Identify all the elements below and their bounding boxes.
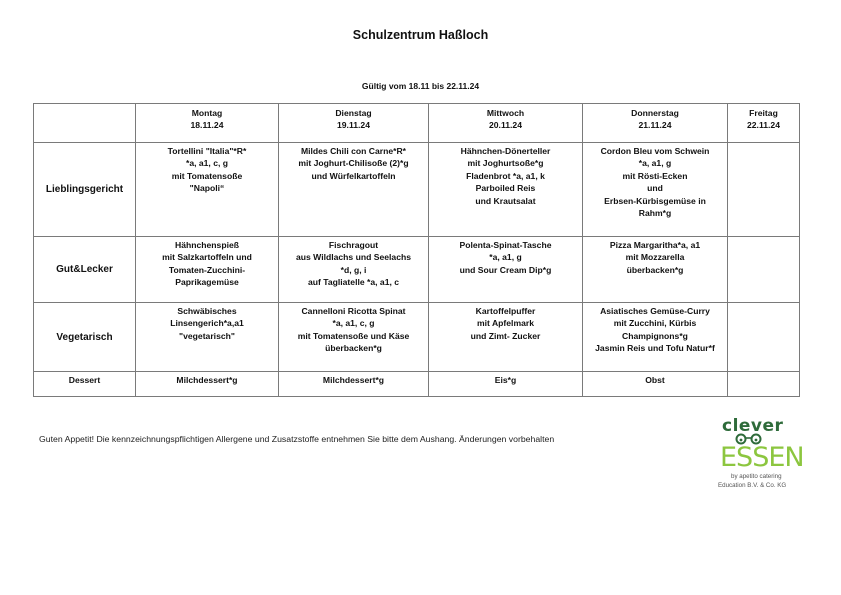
menu-cell	[136, 143, 279, 237]
dish-line: und	[647, 183, 663, 194]
logo-word-clever: clever	[722, 416, 784, 436]
day-header	[279, 104, 429, 143]
page-title: Schulzentrum Haßloch	[352, 28, 489, 42]
dish-line: Kartoffelpuffer	[475, 306, 536, 316]
dish-line: mit Tomatensoße und Käse	[297, 330, 410, 341]
dish-line: Schwäbisches	[177, 306, 237, 316]
dish-line: *a, a1, c, g	[332, 318, 375, 329]
dish-line: und Krautsalat	[475, 195, 536, 206]
dish-line: Champignons*g	[622, 330, 688, 341]
menu-cell	[583, 237, 728, 303]
dish-line: Cannelloni Ricotta Spinat	[301, 306, 406, 316]
dish-line: mit Joghurtsoße*g	[467, 158, 544, 169]
dish-line: Eis*g	[494, 375, 517, 385]
day-name: Mittwoch	[486, 108, 525, 118]
logo-byline: by apetito catering	[731, 473, 782, 480]
logo-word-essen: ESSEN	[720, 442, 804, 473]
row-label: Vegetarisch	[34, 303, 136, 372]
menu-row	[34, 372, 800, 397]
menu-cell	[136, 303, 279, 372]
menu-cell	[429, 303, 583, 372]
day-name: Montag	[191, 108, 223, 118]
dish-line: Pizza Margaritha*a, a1	[609, 240, 701, 250]
dish-line: Mildes Chili con Carne*R*	[300, 146, 407, 156]
menu-cell	[728, 372, 800, 397]
day-header	[728, 104, 800, 143]
dish-line: aus Wildlachs und Seelachs	[295, 252, 412, 263]
menu-cell	[279, 303, 429, 372]
dish-line: Hähnchen-Dönerteller	[460, 146, 551, 156]
dish-line: Parboiled Reis	[475, 183, 536, 194]
menu-cell	[583, 372, 728, 397]
logo-company: Education B.V. & Co. KG	[718, 482, 787, 489]
dish-line: Polenta-Spinat-Tasche	[459, 240, 552, 250]
dish-line: Fischragout	[328, 240, 379, 250]
day-header	[136, 104, 279, 143]
dish-line: überbacken*g	[626, 264, 684, 275]
row-label: Dessert	[34, 372, 136, 397]
dish-line: überbacken*g	[325, 343, 382, 354]
header-row	[34, 104, 800, 143]
menu-cell	[583, 143, 728, 237]
dish-line: mit Zucchini, Kürbis	[613, 318, 697, 329]
row-label: Gut&Lecker	[34, 237, 136, 303]
menu-table	[33, 103, 800, 397]
menu-cell	[728, 143, 800, 237]
row-label: Lieblingsgericht	[34, 143, 136, 237]
corner-cell	[34, 104, 136, 143]
menu-row	[34, 143, 800, 237]
menu-cell	[583, 303, 728, 372]
menu-cell	[429, 237, 583, 303]
dish-line: und Würfelkartoffeln	[311, 170, 396, 181]
dish-line: mit Rösti-Ecken	[622, 170, 688, 181]
day-date: 22.11.24	[747, 120, 780, 131]
menu-cell	[136, 237, 279, 303]
dish-line: Rahm*g	[638, 208, 672, 219]
dish-line: *a, a1, g	[638, 158, 672, 169]
dish-line: und Sour Cream Dip*g	[459, 264, 552, 275]
dish-line: Milchdessert*g	[176, 375, 238, 385]
dish-line: mit Tomatensoße	[171, 170, 243, 181]
dish-line: Tomaten-Zucchini-	[168, 264, 246, 275]
menu-cell	[728, 303, 800, 372]
menu-cell	[136, 372, 279, 397]
menu-cell	[279, 143, 429, 237]
clever-essen-logo	[716, 416, 806, 496]
dish-line: mit Joghurt-Chilisoße (2)*g	[298, 158, 409, 169]
day-header	[429, 104, 583, 143]
menu-cell	[279, 237, 429, 303]
dish-line: Linsengerich*a,a1	[170, 318, 244, 329]
day-date: 18.11.24	[190, 120, 224, 131]
day-name: Dienstag	[335, 108, 372, 118]
dish-line: Cordon Bleu vom Schwein	[600, 146, 710, 156]
dish-line: *a, a1, c, g	[185, 158, 229, 169]
dish-line: Erbsen-Kürbisgemüse in	[604, 195, 706, 206]
dish-line: Hähnchenspieß	[175, 240, 239, 250]
dish-line: *a, a1, g	[489, 252, 522, 263]
menu-cell	[728, 237, 800, 303]
dish-line: Milchdessert*g	[322, 375, 385, 385]
dish-line: Asiatisches Gemüse-Curry	[600, 306, 710, 316]
dish-line: Tortellini "Italia"*R*	[167, 146, 247, 156]
dish-line: Fladenbrot *a, a1, k	[466, 170, 545, 181]
dish-line: auf Tagliatelle *a, a1, c	[307, 277, 400, 288]
dish-line: mit Mozzarella	[625, 252, 685, 263]
day-name: Donnerstag	[631, 108, 679, 118]
day-name: Freitag	[749, 108, 778, 118]
dish-line: Jasmin Reis und Tofu Natur*f	[595, 343, 715, 354]
day-date: 20.11.24	[489, 120, 522, 131]
menu-cell	[279, 372, 429, 397]
menu-row	[34, 237, 800, 303]
dish-line: "vegetarisch"	[179, 330, 235, 341]
dish-line: Paprikagemüse	[175, 277, 239, 288]
day-date: 21.11.24	[638, 120, 672, 131]
footer-note: Guten Appetit! Die kennzeichnungspflichtigen Allergene und Zusatzstoffe entnehmen Sie bitte dem Aushang. Änderungen vorbehalten	[39, 434, 555, 444]
validity-period: Gültig vom 18.11 bis 22.11.24	[361, 81, 480, 91]
menu-cell	[429, 143, 583, 237]
menu-row	[34, 303, 800, 372]
dish-line: "Napoli“	[189, 183, 225, 194]
dish-line: mit Salzkartoffeln und	[162, 252, 252, 263]
dish-line: mit Apfelmark	[477, 318, 534, 329]
dish-line: Obst	[645, 375, 665, 385]
day-date: 19.11.24	[337, 120, 370, 131]
day-header	[583, 104, 728, 143]
dish-line: und Zimt- Zucker	[470, 330, 541, 341]
dish-line: *d, g, i	[340, 264, 367, 275]
menu-cell	[429, 372, 583, 397]
